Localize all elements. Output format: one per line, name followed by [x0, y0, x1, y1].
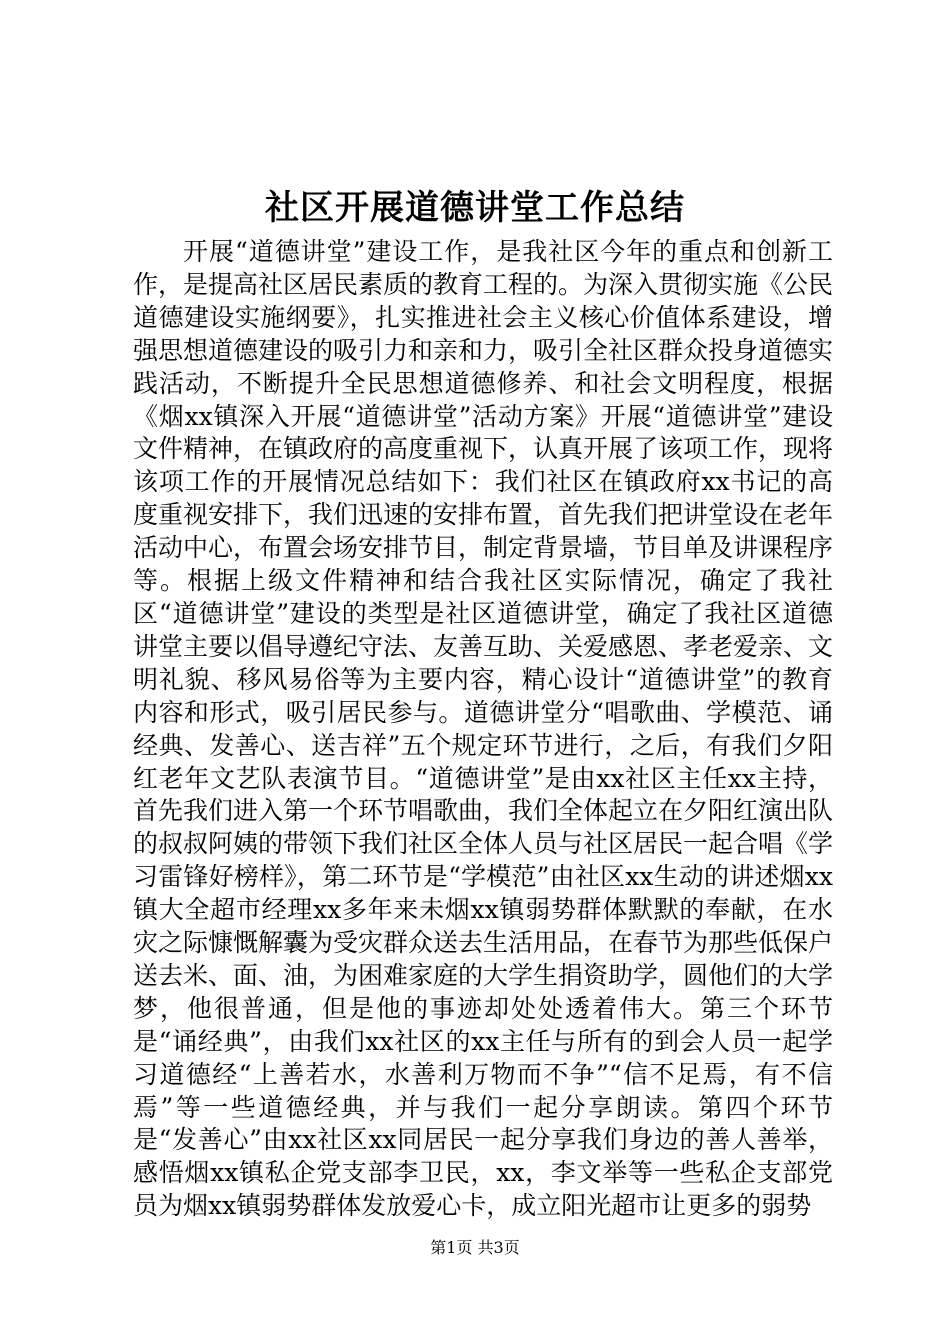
page-number-footer: 第1页 共3页: [430, 1238, 520, 1257]
document-body-paragraph: 开展“道德讲堂”建设工作，是我社区今年的重点和创新工作，是提高社区居民素质的教育工程的。为深入贯彻实施《公民道德建设实施纲要》，扎实推进社会主义核心价值体系建设，增强思想道德建设的吸引力和亲和力，吸引全社区群众投身道德实践活动，不断提升全民思想道德修养、和社会文明程度，根据《烟xx镇深入开展“道德讲堂”活动方案》开展“道德讲堂”建设文件精神，在镇政府的高度重视下，认真开展了该项工作，现将该项工作的开展情况总结如下：我们社区在镇政府xx书记的高度重视安排下，我们迅速的安排布置，首先我们把讲堂设在老年活动中心，布置会场安排节目，制定背景墙，节目单及讲课程序等。根据上级文件精神和结合我社区实际情况，确定了我社区“道德讲堂”建设的类型是社区道德讲堂，确定了我社区道德讲堂主要以倡导遵纪守法、友善互助、关爱感恩、孝老爱亲、文明礼貌、移风易俗等为主要内容，精心设计“道德讲堂”的教育内容和形式，吸引居民参与。道德讲堂分“唱歌曲、学模范、诵经典、发善心、送吉祥”五个规定环节进行，之后，有我们夕阳红老年文艺队表演节目。“道德讲堂”是由xx社区主任xx主持，首先我们进入第一个环节唱歌曲，我们全体起立在夕阳红演出队的叔叔阿姨的带领下我们社区全体人员与社区居民一起合唱《学习雷锋好榜样》，第二环节是“学模范”由社区xx生动的讲述烟xx镇大全超市经理xx多年来未烟xx镇弱势群体默默的奉献，在水灾之际慷慨解囊为受灾群众送去生活用品，在春节为那些低保户送去米、面、油，为困难家庭的大学生捐资助学，圆他们的大学梦，他很普通，但是他的事迹却处处透着伟大。第三个环节是“诵经典”，由我们xx社区的xx主任与所有的到会人员一起学习道德经“上善若水，水善利万物而不争”“信不足焉，有不信焉”等一些道德经典，并与我们一起分享朗读。第四个环节是“发善心”由xx社区xx同居民一起分享我们身边的善人善举，感悟烟xx镇私企党支部李卫民，xx，李文举等一些私企支部党员为烟xx镇弱势群体发放爱心卡，成立阳光超市让更多的弱势: [133, 237, 834, 1221]
document-title: 社区开展道德讲堂工作总结: [265, 188, 685, 228]
